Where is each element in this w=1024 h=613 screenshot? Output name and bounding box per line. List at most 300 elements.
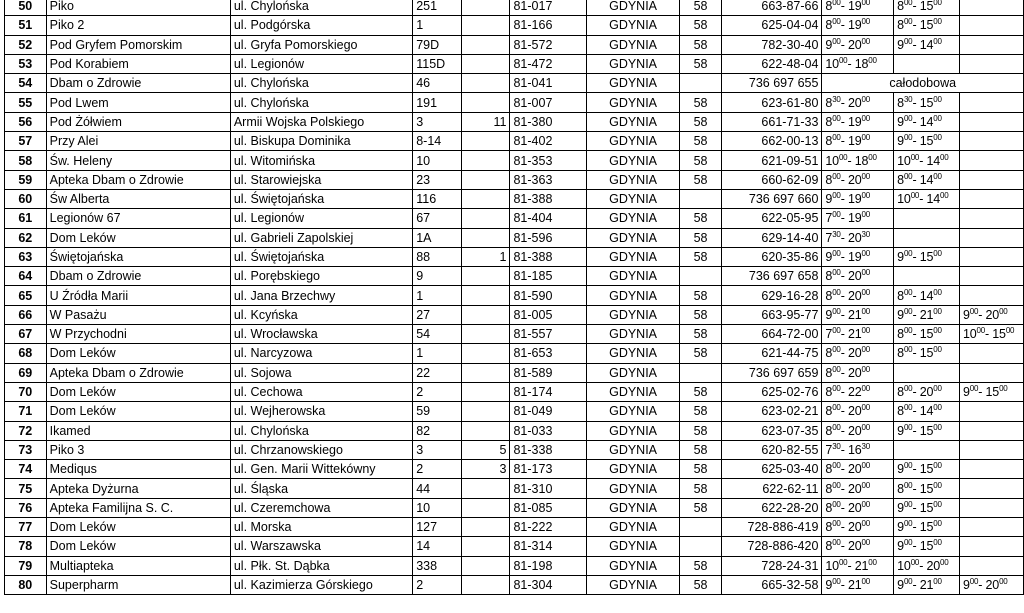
hours-saturday: $8^{00}-$ $15^{00}$ — [894, 0, 960, 16]
city-name: GDYNIA — [586, 0, 679, 16]
hours-hour: 8 — [897, 172, 904, 187]
hours-hour: 8 — [825, 500, 833, 515]
postal-code: 81-363 — [510, 170, 586, 189]
hours-minutes: 00 — [910, 191, 920, 201]
hours-saturday: $8^{00}-$ $15^{00}$ — [894, 344, 960, 363]
street-address: ul. Chylońska — [230, 0, 412, 16]
hours-saturday — [894, 440, 960, 459]
house-number: 27 — [413, 305, 462, 324]
flat-number — [462, 325, 510, 344]
hours-minutes: 00 — [903, 287, 913, 297]
table-row — [5, 267, 1024, 286]
hours-minutes: 00 — [903, 306, 913, 316]
flat-number: 11 — [462, 112, 510, 131]
phone-number: 665-32-58 — [721, 575, 822, 594]
hours-hour: 8 — [897, 481, 904, 496]
street-address: ul. Chylońska — [230, 93, 412, 112]
hours-hour: 9 — [825, 37, 833, 52]
hours-minutes: 00 — [868, 56, 877, 66]
hours-minutes: 00 — [969, 384, 979, 394]
hours-sunday: $9^{00}-$ $20^{00}$ — [960, 575, 1024, 594]
hours-hour: 10 — [825, 57, 839, 72]
hours-hour: 20 — [926, 558, 940, 573]
hours-minutes: 00 — [832, 403, 841, 413]
hours-weekday: $8^{00}-$ $19^{00}$ — [822, 16, 894, 35]
hours-minutes: 00 — [939, 557, 949, 567]
street-address: ul. Wrocławska — [230, 325, 412, 344]
hours-hour: 8 — [825, 423, 833, 438]
pharmacy-name: Św Alberta — [46, 189, 230, 208]
hours-minutes: 00 — [861, 17, 870, 27]
hours-hour: 21 — [854, 558, 869, 573]
hours-minutes: 00 — [832, 268, 841, 278]
city-name: GDYNIA — [586, 325, 679, 344]
flat-number — [462, 575, 510, 594]
hours-minutes: 00 — [861, 287, 870, 297]
hours-weekday: $8^{00}-$ $20^{00}$ — [822, 363, 894, 382]
house-number: 127 — [413, 518, 462, 537]
hours-hour: 8 — [897, 385, 904, 400]
postal-code: 81-185 — [510, 267, 586, 286]
hours-minutes: 00 — [939, 191, 949, 201]
hours-hour: 14 — [919, 172, 934, 187]
row-number: 77 — [5, 518, 47, 537]
phone-number: 622-62-11 — [721, 479, 822, 498]
area-code: 58 — [680, 170, 722, 189]
table-row — [5, 575, 1024, 594]
hours-weekday: $8^{00}-$ $19^{00}$ — [822, 0, 894, 16]
pharmacy-name: Piko 3 — [46, 440, 230, 459]
flat-number: 3 — [462, 460, 510, 479]
pharmacy-name: W Przychodni — [46, 325, 230, 344]
flat-number — [462, 0, 510, 16]
hours-hour: 8 — [897, 18, 904, 33]
area-code: 58 — [680, 132, 722, 151]
hours-minutes: 00 — [1005, 326, 1015, 336]
hours-hour: 21 — [919, 578, 934, 593]
phone-number: 621-09-51 — [721, 151, 822, 170]
area-code: 58 — [680, 344, 722, 363]
hours-weekday: $8^{00}-$ $19^{00}$ — [822, 112, 894, 131]
hours-hour: 9 — [897, 539, 904, 554]
hours-hour: 8 — [825, 95, 833, 110]
hours-minutes: 00 — [933, 326, 942, 336]
hours-hour: 10 — [825, 558, 839, 573]
hours-minutes: 00 — [861, 519, 870, 529]
hours-minutes: 00 — [861, 499, 870, 509]
table-row — [5, 0, 1024, 16]
phone-number: 620-82-55 — [721, 440, 822, 459]
hours-hour: 15 — [919, 134, 934, 149]
flat-number — [462, 267, 510, 286]
pharmacy-name: Dom Leków — [46, 537, 230, 556]
postal-code: 81-404 — [510, 209, 586, 228]
row-number: 51 — [5, 16, 47, 35]
hours-minutes: 30 — [903, 94, 913, 104]
hours-minutes: 00 — [861, 94, 870, 104]
street-address: ul. Płk. St. Dąbka — [230, 556, 412, 575]
hours-sunday — [960, 518, 1024, 537]
area-code — [680, 189, 722, 208]
row-number: 79 — [5, 556, 47, 575]
hours-hour: 15 — [985, 385, 1000, 400]
city-name: GDYNIA — [586, 54, 679, 73]
hours-hour: 14 — [919, 37, 934, 52]
street-address: ul. Narcyzowa — [230, 344, 412, 363]
table-row — [5, 112, 1024, 131]
hours-saturday: $8^{00}-$ $15^{00}$ — [894, 325, 960, 344]
table-row — [5, 325, 1024, 344]
flat-number — [462, 305, 510, 324]
row-number: 53 — [5, 54, 47, 73]
hours-hour: 8 — [897, 288, 904, 303]
phone-number: 629-14-40 — [721, 228, 822, 247]
hours-saturday: $8^{00}-$ $20^{00}$ — [894, 382, 960, 401]
postal-code: 81-338 — [510, 440, 586, 459]
area-code — [680, 74, 722, 93]
postal-code: 81-304 — [510, 575, 586, 594]
hours-hour: 9 — [897, 423, 904, 438]
row-number: 68 — [5, 344, 47, 363]
postal-code: 81-388 — [510, 247, 586, 266]
hours-minutes: 00 — [832, 461, 841, 471]
hours-saturday — [894, 209, 960, 228]
hours-minutes: 00 — [832, 17, 841, 27]
street-address: ul. Podgórska — [230, 16, 412, 35]
hours-saturday: $9^{00}-$ $14^{00}$ — [894, 112, 960, 131]
hours-hour: 14 — [926, 153, 940, 168]
table-row — [5, 54, 1024, 73]
street-address: ul. Świętojańska — [230, 189, 412, 208]
hours-sunday — [960, 440, 1024, 459]
hours-sunday — [960, 132, 1024, 151]
hours-sunday — [960, 228, 1024, 247]
city-name: GDYNIA — [586, 247, 679, 266]
hours-minutes: 00 — [868, 557, 877, 567]
area-code: 58 — [680, 0, 722, 16]
table-row — [5, 421, 1024, 440]
area-code: 58 — [680, 305, 722, 324]
hours-hour: 8 — [825, 462, 833, 477]
hours-minutes: 00 — [976, 326, 986, 336]
postal-code: 81-596 — [510, 228, 586, 247]
hours-hour: 15 — [919, 346, 934, 361]
house-number: 1 — [413, 16, 462, 35]
row-number: 70 — [5, 382, 47, 401]
hours-hour: 21 — [847, 307, 862, 322]
hours-minutes: 00 — [999, 306, 1008, 316]
hours-weekday: $7^{00}-$ $19^{00}$ — [822, 209, 894, 228]
pharmacy-table — [4, 0, 1024, 595]
hours-hour: 15 — [919, 423, 934, 438]
street-address: ul. Gabrieli Zapolskiej — [230, 228, 412, 247]
hours-hour: 20 — [847, 172, 862, 187]
postal-code: 81-222 — [510, 518, 586, 537]
hours-weekday: $9^{00}-$ $21^{00}$ — [822, 305, 894, 324]
hours-saturday: $9^{00}-$ $15^{00}$ — [894, 421, 960, 440]
house-number: 10 — [413, 151, 462, 170]
city-name: GDYNIA — [586, 209, 679, 228]
hours-weekday: $8^{00}-$ $20^{00}$ — [822, 460, 894, 479]
table-row — [5, 16, 1024, 35]
hours-hour: 10 — [897, 558, 911, 573]
flat-number — [462, 498, 510, 517]
hours-sunday — [960, 170, 1024, 189]
hours-minutes: 00 — [832, 306, 841, 316]
phone-number: 736 697 659 — [721, 363, 822, 382]
flat-number — [462, 132, 510, 151]
flat-number — [462, 479, 510, 498]
phone-number: 660-62-09 — [721, 170, 822, 189]
hours-minutes: 00 — [832, 249, 841, 258]
phone-number: 728-886-419 — [721, 518, 822, 537]
hours-hour: 14 — [919, 404, 934, 419]
hours-sunday — [960, 112, 1024, 131]
city-name: GDYNIA — [586, 402, 679, 421]
row-number: 76 — [5, 498, 47, 517]
row-number: 59 — [5, 170, 47, 189]
hours-saturday — [894, 54, 960, 73]
house-number: 2 — [413, 575, 462, 594]
hours-hour: 20 — [847, 365, 862, 380]
hours-minutes: 00 — [868, 152, 877, 162]
pharmacy-name: Przy Alei — [46, 132, 230, 151]
row-number: 61 — [5, 209, 47, 228]
hours-hour: 20 — [847, 423, 862, 438]
hours-minutes: 30 — [861, 229, 870, 239]
table-row — [5, 74, 1024, 93]
area-code: 58 — [680, 460, 722, 479]
hours-minutes: 00 — [903, 17, 913, 27]
phone-number: 664-72-00 — [721, 325, 822, 344]
hours-hour: 8 — [825, 365, 833, 380]
street-address: ul. Chrzanowskiego — [230, 440, 412, 459]
house-number: 115D — [413, 54, 462, 73]
hours-minutes: 00 — [933, 36, 942, 46]
hours-minutes: 00 — [903, 113, 913, 123]
hours-minutes: 00 — [832, 519, 841, 529]
hours-saturday: $9^{00}-$ $15^{00}$ — [894, 518, 960, 537]
hours-sunday — [960, 344, 1024, 363]
hours-hour: 21 — [919, 307, 934, 322]
phone-number: 629-16-28 — [721, 286, 822, 305]
hours-minutes: 00 — [838, 56, 848, 66]
hours-minutes: 00 — [933, 519, 942, 529]
hours-sunday: $9^{00}-$ $20^{00}$ — [960, 305, 1024, 324]
hours-hour: 8 — [825, 346, 833, 361]
hours-sunday — [960, 421, 1024, 440]
row-number: 71 — [5, 402, 47, 421]
postal-code: 81-589 — [510, 363, 586, 382]
hours-hour: 8 — [825, 269, 833, 284]
row-number: 58 — [5, 151, 47, 170]
hours-sunday: $10^{00}-$ $15^{00}$ — [960, 325, 1024, 344]
city-name: GDYNIA — [586, 35, 679, 54]
phone-number: 663-95-77 — [721, 305, 822, 324]
hours-hour: 20 — [847, 500, 862, 515]
hours-minutes: 00 — [933, 306, 942, 316]
hours-hour: 9 — [897, 134, 904, 149]
hours-minutes: 00 — [861, 538, 870, 548]
postal-code: 81-388 — [510, 189, 586, 208]
hours-weekday: $8^{00}-$ $20^{00}$ — [822, 518, 894, 537]
hours-minutes: 00 — [933, 345, 942, 355]
hours-minutes: 00 — [861, 461, 870, 471]
city-name: GDYNIA — [586, 421, 679, 440]
hours-minutes: 00 — [933, 171, 942, 181]
pharmacy-name: Apteka Dbam o Zdrowie — [46, 363, 230, 382]
table-row — [5, 518, 1024, 537]
hours-minutes: 00 — [861, 364, 870, 374]
hours-minutes: 30 — [832, 94, 841, 104]
hours-minutes: 00 — [832, 36, 841, 46]
street-address: ul. Witomińska — [230, 151, 412, 170]
street-address: ul. Warszawska — [230, 537, 412, 556]
hours-hour: 20 — [919, 385, 934, 400]
postal-code: 81-007 — [510, 93, 586, 112]
hours-hour: 15 — [919, 462, 934, 477]
pharmacy-name: Apteka Familijna S. C. — [46, 498, 230, 517]
street-address: ul. Chylońska — [230, 74, 412, 93]
phone-number: 623-02-21 — [721, 402, 822, 421]
flat-number — [462, 35, 510, 54]
pharmacy-name: Św. Heleny — [46, 151, 230, 170]
hours-saturday: $9^{00}-$ $14^{00}$ — [894, 35, 960, 54]
table-row — [5, 363, 1024, 382]
phone-number: 625-03-40 — [721, 460, 822, 479]
table-row — [5, 382, 1024, 401]
hours-saturday: $10^{00}-$ $20^{00}$ — [894, 556, 960, 575]
city-name: GDYNIA — [586, 344, 679, 363]
hours-hour: 8 — [897, 327, 904, 342]
postal-code: 81-174 — [510, 382, 586, 401]
hours-weekday: $8^{00}-$ $20^{00}$ — [822, 344, 894, 363]
area-code: 58 — [680, 479, 722, 498]
street-address: ul. Gen. Marii Wittekówny — [230, 460, 412, 479]
hours-hour: 15 — [919, 18, 934, 33]
postal-code: 81-653 — [510, 344, 586, 363]
hours-minutes: 00 — [933, 17, 942, 27]
hours-minutes: 00 — [861, 577, 870, 587]
hours-weekday: $9^{00}-$ $21^{00}$ — [822, 575, 894, 594]
city-name: GDYNIA — [586, 74, 679, 93]
area-code: 58 — [680, 402, 722, 421]
hours-saturday — [894, 363, 960, 382]
area-code: 58 — [680, 54, 722, 73]
hours-minutes: 00 — [861, 249, 870, 258]
hours-weekday: $10^{00}-$ $18^{00}$ — [822, 54, 894, 73]
city-name: GDYNIA — [586, 575, 679, 594]
hours-minutes: 00 — [933, 577, 942, 587]
area-code — [680, 267, 722, 286]
hours-hour: 8 — [825, 385, 833, 400]
pharmacy-name: Multiapteka — [46, 556, 230, 575]
hours-minutes: 00 — [903, 249, 913, 258]
hours-minutes: 00 — [903, 538, 913, 548]
hours-hour: 20 — [985, 578, 1000, 593]
hours-hour: 10 — [897, 192, 911, 207]
hours-hour: 7 — [825, 230, 833, 245]
hours-hour: 9 — [825, 578, 833, 593]
hours-minutes: 00 — [832, 499, 841, 509]
hours-hour: 14 — [919, 288, 934, 303]
hours-hour: 15 — [919, 0, 934, 14]
hours-hour: 9 — [897, 520, 904, 535]
phone-number: 736 697 655 — [721, 74, 822, 93]
hours-minutes: 00 — [933, 480, 942, 490]
hours-weekday: $8^{30}-$ $20^{00}$ — [822, 93, 894, 112]
postal-code: 81-049 — [510, 402, 586, 421]
table-row — [5, 460, 1024, 479]
street-address: ul. Biskupa Dominika — [230, 132, 412, 151]
postal-code: 81-310 — [510, 479, 586, 498]
area-code: 58 — [680, 35, 722, 54]
phone-number: 625-04-04 — [721, 16, 822, 35]
hours-sunday — [960, 556, 1024, 575]
flat-number — [462, 74, 510, 93]
hours-minutes: 00 — [861, 0, 870, 8]
pharmacy-name: Ikamed — [46, 421, 230, 440]
flat-number — [462, 151, 510, 170]
hours-minutes: 00 — [933, 287, 942, 297]
table-row — [5, 189, 1024, 208]
hours-hour: 8 — [825, 481, 833, 496]
phone-number: 620-35-86 — [721, 247, 822, 266]
row-number: 75 — [5, 479, 47, 498]
flat-number — [462, 93, 510, 112]
city-name: GDYNIA — [586, 460, 679, 479]
hours-minutes: 00 — [861, 480, 870, 490]
street-address: ul. Kcyńska — [230, 305, 412, 324]
hours-minutes: 00 — [861, 326, 870, 336]
row-number: 72 — [5, 421, 47, 440]
hours-minutes: 00 — [933, 403, 942, 413]
hours-weekday: $7^{30}-$ $20^{30}$ — [822, 228, 894, 247]
phone-number: 625-02-76 — [721, 382, 822, 401]
hours-weekday: $10^{00}-$ $21^{00}$ — [822, 556, 894, 575]
hours-minutes: 00 — [933, 422, 942, 432]
hours-saturday: $9^{00}-$ $15^{00}$ — [894, 498, 960, 517]
house-number: 23 — [413, 170, 462, 189]
hours-hour: 9 — [897, 250, 904, 264]
house-number: 22 — [413, 363, 462, 382]
hours-saturday: $9^{00}-$ $21^{00}$ — [894, 305, 960, 324]
house-number: 46 — [413, 74, 462, 93]
street-address: ul. Gryfa Pomorskiego — [230, 35, 412, 54]
table-row — [5, 556, 1024, 575]
area-code: 58 — [680, 151, 722, 170]
hours-hour: 9 — [825, 307, 833, 322]
house-number: 1 — [413, 344, 462, 363]
hours-minutes: 00 — [861, 384, 870, 394]
table-row — [5, 228, 1024, 247]
house-number: 10 — [413, 498, 462, 517]
postal-code: 81-005 — [510, 305, 586, 324]
hours-saturday: $9^{00}-$ $15^{00}$ — [894, 247, 960, 266]
hours-hour: 8 — [825, 134, 833, 149]
street-address: ul. Starowiejska — [230, 170, 412, 189]
street-address: ul. Morska — [230, 518, 412, 537]
pharmacy-name: Pod Gryfem Pomorskim — [46, 35, 230, 54]
table-row — [5, 93, 1024, 112]
street-address: ul. Śląska — [230, 479, 412, 498]
hours-hour: 20 — [847, 269, 862, 284]
hours-saturday: $9^{00}-$ $15^{00}$ — [894, 537, 960, 556]
hours-hour: 8 — [825, 172, 833, 187]
hours-hour: 20 — [847, 520, 862, 535]
postal-code: 81-472 — [510, 54, 586, 73]
hours-minutes: 00 — [861, 133, 870, 143]
